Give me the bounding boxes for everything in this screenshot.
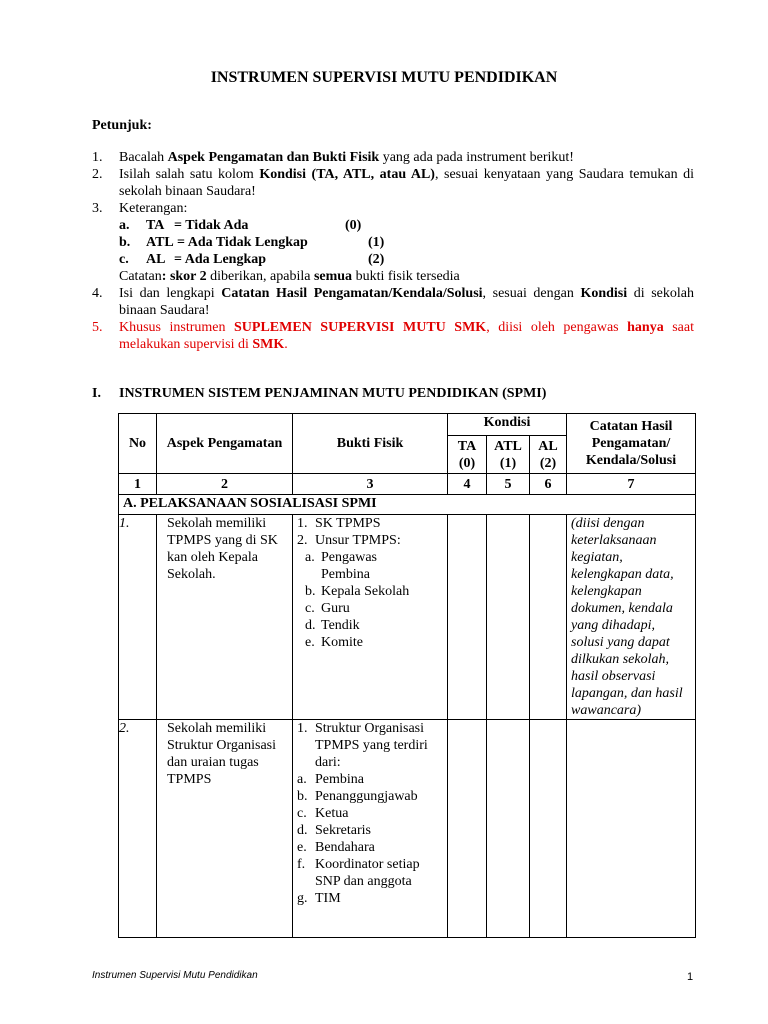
row-bukti: 1. SK TPMPS 2. Unsur TPMPS: a. Pengawas Pembina b. Kepala Sekolah c. Guru d. Tendik e. Komite (293, 515, 448, 720)
header-aspek: Aspek Pengamatan (157, 414, 293, 474)
header-al: AL (2) (530, 436, 567, 474)
row-ta-cell[interactable] (448, 720, 487, 938)
keterangan-atl: b. ATL = Ada Tidak Lengkap (1) (119, 235, 385, 250)
row-bukti: 1. Struktur Organisasi TPMPS yang terdiri dari: a. Pembina b. Penanggungjawab c. Ketua d. Sekretaris e. Bendahara f. Koordinator setiap SNP dan anggota g. TIM (293, 720, 448, 938)
document-title: INSTRUMEN SUPERVISI MUTU PENDIDIKAN (210, 69, 558, 86)
catatan-note: Catatan: skor 2 diberikan, apabila semua bukti fisik tersedia (119, 269, 460, 284)
column-number-row: 1 2 3 4 5 6 7 (119, 474, 696, 495)
page-number: 1 (687, 971, 694, 983)
header-atl: ATL (1) (487, 436, 530, 474)
row-no: 2. (119, 720, 157, 938)
instruction-item-4: 4. Isi dan lengkapi Catatan Hasil Pengamatan/Kendala/Solusi, sesuai dengan Kondisi di sekolah binaan Saudara! (92, 286, 694, 318)
keterangan-al: c. AL = Ada Lengkap (2) (119, 252, 385, 267)
row-aspek: Sekolah memiliki TPMPS yang di SK kan oleh Kepala Sekolah. (157, 515, 293, 720)
row-ta-cell[interactable] (448, 515, 487, 720)
row-al-cell[interactable] (530, 720, 567, 938)
instruction-item-5: 5. Khusus instrumen SUPLEMEN SUPERVISI MUTU SMK, diisi oleh pengawas hanya saat melakukan supervisi di SMK. (92, 320, 694, 352)
petunjuk-heading: Petunjuk: (92, 118, 152, 133)
section-heading: I. INSTRUMEN SISTEM PENJAMINAN MUTU PENDIDIKAN (SPMI) (92, 386, 547, 401)
header-bukti: Bukti Fisik (293, 414, 448, 474)
row-no: 1. (119, 515, 157, 720)
table-row (119, 515, 696, 720)
header-no: No (119, 414, 157, 474)
header-kondisi: Kondisi (448, 414, 567, 436)
page-footer: Instrumen Supervisi Mutu Pendidikan (92, 970, 258, 981)
instruction-list (92, 149, 694, 353)
spmi-table (118, 413, 696, 938)
header-catatan: Catatan Hasil Pengamatan/ Kendala/Solusi (567, 414, 696, 474)
table-row (119, 720, 696, 938)
keterangan-ta: a. TA = Tidak Ada (0) (119, 218, 362, 233)
row-catatan[interactable]: (diisi dengan keterlaksanaan kegiatan, kelengkapan data, kelengkapan dokumen, kendala yang dihadapi, solusi yang dapat dilkukan sekolah, hasil observasi lapangan, dan hasil wawancara) (567, 515, 696, 720)
row-aspek: Sekolah memiliki Struktur Organisasi dan uraian tugas TPMPS (157, 720, 293, 938)
instruction-item-1: 1. Bacalah Aspek Pengamatan dan Bukti Fisik yang ada pada instrument berikut! (92, 150, 574, 165)
section-a-row: A. PELAKSANAAN SOSIALISASI SPMI (119, 495, 696, 515)
row-atl-cell[interactable] (487, 515, 530, 720)
row-atl-cell[interactable] (487, 720, 530, 938)
row-catatan[interactable] (567, 720, 696, 938)
instruction-item-2: 2. Isilah salah satu kolom Kondisi (TA, ATL, atau AL), sesuai kenyataan yang Saudara temukan di sekolah binaan Saudara! (92, 167, 695, 199)
row-al-cell[interactable] (530, 515, 567, 720)
header-ta: TA (0) (448, 436, 487, 474)
instruction-item-3: 3. Keterangan: a. TA = Tidak Ada (0) b. ATL = Ada Tidak Lengkap (1) c. AL = Ada Lengkap (2) Catatan: skor 2 diberikan, apabila semua bukti fisik tersedia (92, 200, 694, 285)
